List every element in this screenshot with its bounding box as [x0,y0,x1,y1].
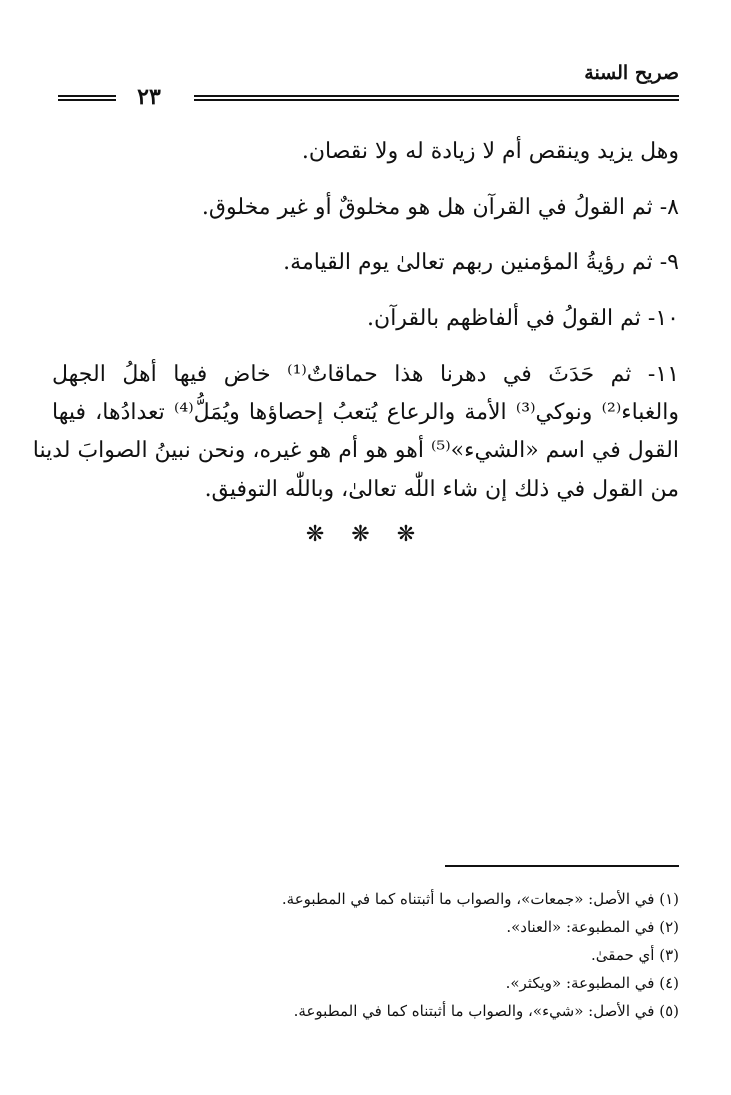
body-line-2: ٨- ثم القولُ في القرآن هل هو مخلوقٌ أو غير مخلوق. [201,195,679,220]
body-line-4: ١٠- ثم القولُ في ألفاظهم بالقرآن. [367,306,679,331]
footnote-3: (٣) أي حمقىٰ. [590,946,679,964]
body-line-5: ١١- ثم حَدَثَ في دهرنا هذا حماقاتٌ⁽¹⁾ خاض فيها أهلُ الجهل [52,362,680,387]
footnote-4: (٤) في المطبوعة: «ويكثر». [505,974,679,992]
page-number: ٢٣ [137,84,161,110]
body-line-6: والغباء⁽²⁾ ونوكي⁽³⁾ الأمة والرعاع يُتعبُ إحصاؤها ويُمَلُّ⁽⁴⁾ تعدادُها، فيها [52,400,679,425]
body-line-1: وهل يزيد وينقص أم لا زيادة له ولا نقصان. [301,139,679,164]
running-title: صريح السنة [584,62,679,84]
header-rule-long [194,95,679,101]
footnote-rule [445,865,679,867]
section-separator: ❋ ❋ ❋ [305,522,426,547]
body-line-8: من القول في ذلك إن شاء اللّٰه تعالىٰ، وباللّٰه التوفيق. [204,477,679,502]
footnote-1: (١) في الأصل: «جمعات»، والصواب ما أثبتناه كما في المطبوعة. [281,890,679,908]
footnote-5: (٥) في الأصل: «شيء»، والصواب ما أثبتناه كما في المطبوعة. [293,1002,679,1020]
body-line-3: ٩- ثم رؤيةُ المؤمنين ربهم تعالىٰ يوم القيامة. [283,250,679,275]
header-rule-short [58,95,116,101]
footnote-2: (٢) في المطبوعة: «العناد». [506,918,679,936]
body-line-7: القول في اسم «الشيء»⁽⁵⁾ أهو هو أم هو غيره، ونحن نبينُ الصوابَ لدينا [32,438,679,463]
